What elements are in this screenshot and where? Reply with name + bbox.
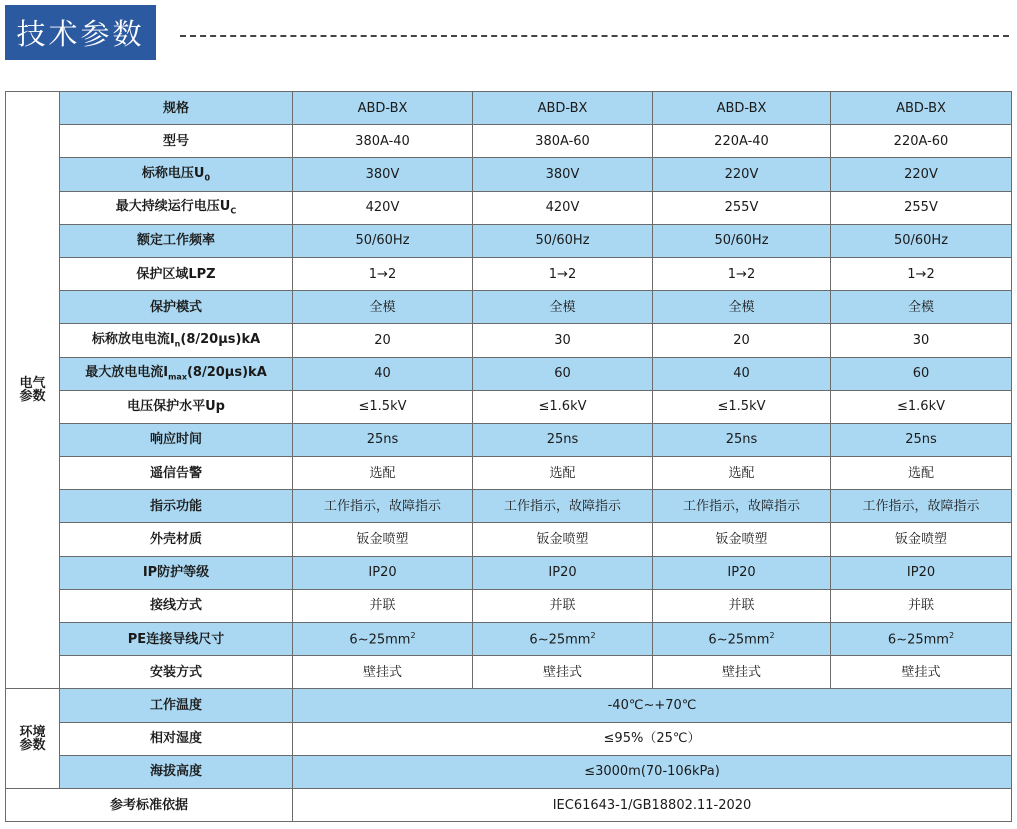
cell: 1→2: [473, 257, 653, 290]
cell: 30: [831, 324, 1012, 357]
row-label: 保护模式: [60, 291, 293, 324]
row-label: IP防护等级: [60, 556, 293, 589]
table-row: [6, 324, 1012, 357]
cell: 380A-60: [473, 125, 653, 158]
cell: ≤1.5kV: [653, 390, 831, 423]
cell: 420V: [293, 191, 473, 224]
spec-table: [5, 91, 1012, 822]
cell: 380A-40: [293, 125, 473, 158]
cell: 选配: [293, 457, 473, 490]
table-row: [6, 689, 1012, 722]
cell: 选配: [473, 457, 653, 490]
cell: 40: [653, 357, 831, 390]
row-label: 额定工作频率: [60, 224, 293, 257]
row-label: 规格: [60, 92, 293, 125]
cell: 钣金喷塑: [473, 523, 653, 556]
cell: ≤1.5kV: [293, 390, 473, 423]
cell: IP20: [831, 556, 1012, 589]
cell: ABD-BX: [653, 92, 831, 125]
cell: IP20: [473, 556, 653, 589]
cell: ≤1.6kV: [831, 390, 1012, 423]
cell: 380V: [293, 158, 473, 191]
cell: IP20: [293, 556, 473, 589]
row-label: 型号: [60, 125, 293, 158]
cell: IP20: [653, 556, 831, 589]
cell: ≤1.6kV: [473, 390, 653, 423]
cell: 20: [653, 324, 831, 357]
cell: ≤95%（25℃）: [293, 722, 1012, 755]
table-row: [6, 556, 1012, 589]
cell: 220V: [653, 158, 831, 191]
cell: 钣金喷塑: [831, 523, 1012, 556]
cell: 壁挂式: [293, 656, 473, 689]
cell: 1→2: [653, 257, 831, 290]
section-title: 技术参数: [5, 5, 156, 60]
cell: -40℃~+70℃: [293, 689, 1012, 722]
cell: 1→2: [293, 257, 473, 290]
table-row: [6, 755, 1012, 788]
cell: 50/60Hz: [293, 224, 473, 257]
cell: 40: [293, 357, 473, 390]
cell: 25ns: [831, 423, 1012, 456]
cell: 30: [473, 324, 653, 357]
cell: 25ns: [473, 423, 653, 456]
cell: $6\sim 25mm^2$: [293, 623, 473, 656]
cell: 钣金喷塑: [653, 523, 831, 556]
table-row: [6, 125, 1012, 158]
cell: 25ns: [293, 423, 473, 456]
table-row: [6, 523, 1012, 556]
cell: 50/60Hz: [473, 224, 653, 257]
row-label: 相对湿度: [60, 722, 293, 755]
cell: 壁挂式: [653, 656, 831, 689]
table-row: [6, 158, 1012, 191]
cell: $6\sim 25mm^2$: [653, 623, 831, 656]
table-row: [6, 656, 1012, 689]
cell: 选配: [831, 457, 1012, 490]
row-label: 安装方式: [60, 656, 293, 689]
cell: 220A-40: [653, 125, 831, 158]
cell: 50/60Hz: [653, 224, 831, 257]
cell: ≤3000m(70-106kPa): [293, 755, 1012, 788]
row-label: PE连接导线尺寸: [60, 623, 293, 656]
cell: 全模: [831, 291, 1012, 324]
title-divider: [180, 35, 1009, 37]
row-label: 参考标准依据: [6, 788, 293, 821]
table-row: [6, 423, 1012, 456]
cell: 并联: [473, 589, 653, 622]
cell: ABD-BX: [473, 92, 653, 125]
cell: 选配: [653, 457, 831, 490]
cell: $6\sim 25mm^2$: [473, 623, 653, 656]
table-row: [6, 390, 1012, 423]
cell: 壁挂式: [831, 656, 1012, 689]
cell: 60: [473, 357, 653, 390]
table-row: [6, 589, 1012, 622]
row-label: 响应时间: [60, 423, 293, 456]
cell: $6\sim 25mm^2$: [831, 623, 1012, 656]
cell: 并联: [831, 589, 1012, 622]
cell: 255V: [831, 191, 1012, 224]
table-row: [6, 357, 1012, 390]
table-row: [6, 257, 1012, 290]
cell: 并联: [293, 589, 473, 622]
row-label: 最大放电电流$I_{max}(8/20\mu s)kA$: [60, 357, 293, 390]
cell: 工作指示，故障指示: [293, 490, 473, 523]
table-row: [6, 788, 1012, 821]
row-label: 海拔高度: [60, 755, 293, 788]
table-row: [6, 92, 1012, 125]
cell: IEC61643-1/GB18802.11-2020: [293, 788, 1012, 821]
row-label: 接线方式: [60, 589, 293, 622]
cell: 工作指示，故障指示: [831, 490, 1012, 523]
row-label: 工作温度: [60, 689, 293, 722]
cell: 并联: [653, 589, 831, 622]
group-label-environment: 环境 参数: [6, 689, 60, 789]
table-row: [6, 191, 1012, 224]
table-row: [6, 224, 1012, 257]
row-label: 电压保护水平Up: [60, 390, 293, 423]
cell: 钣金喷塑: [293, 523, 473, 556]
cell: 工作指示，故障指示: [653, 490, 831, 523]
table-row: [6, 457, 1012, 490]
row-label: 保护区域LPZ: [60, 257, 293, 290]
table-row: [6, 291, 1012, 324]
cell: 全模: [293, 291, 473, 324]
group-label-electrical: 电气 参数: [6, 92, 60, 689]
table-row: [6, 623, 1012, 656]
row-label: 标称电压$U_0$: [60, 158, 293, 191]
cell: 220A-60: [831, 125, 1012, 158]
cell: 380V: [473, 158, 653, 191]
cell: 420V: [473, 191, 653, 224]
cell: 220V: [831, 158, 1012, 191]
cell: ABD-BX: [293, 92, 473, 125]
row-label: 指示功能: [60, 490, 293, 523]
cell: 1→2: [831, 257, 1012, 290]
cell: 全模: [473, 291, 653, 324]
row-label: 标称放电电流$I_n(8/20\mu s)kA$: [60, 324, 293, 357]
cell: 50/60Hz: [831, 224, 1012, 257]
cell: ABD-BX: [831, 92, 1012, 125]
cell: 25ns: [653, 423, 831, 456]
cell: 全模: [653, 291, 831, 324]
cell: 壁挂式: [473, 656, 653, 689]
table-row: [6, 490, 1012, 523]
table-row: [6, 722, 1012, 755]
row-label: 最大持续运行电压$U_C$: [60, 191, 293, 224]
cell: 60: [831, 357, 1012, 390]
cell: 20: [293, 324, 473, 357]
cell: 工作指示，故障指示: [473, 490, 653, 523]
cell: 255V: [653, 191, 831, 224]
row-label: 遥信告警: [60, 457, 293, 490]
row-label: 外壳材质: [60, 523, 293, 556]
